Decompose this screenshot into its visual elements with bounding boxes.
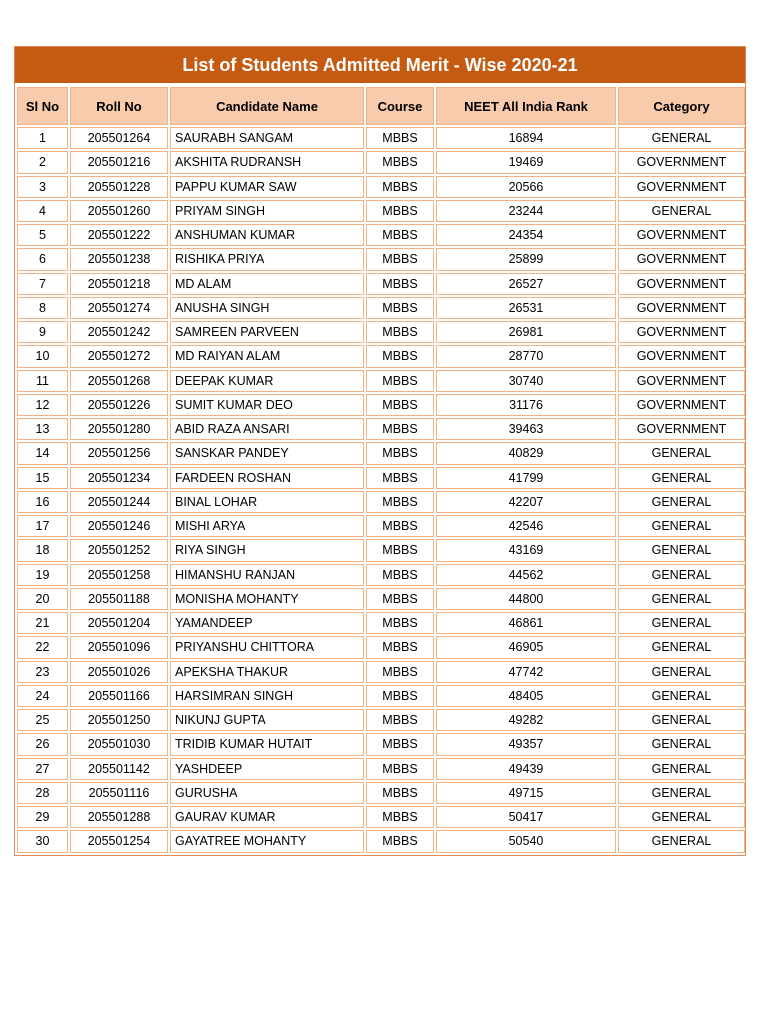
cell-neet-rank: 26531: [436, 297, 616, 319]
cell-candidate-name: RIYA SINGH: [170, 539, 364, 561]
cell-sl-no: 9: [17, 321, 68, 343]
table-row: [17, 151, 745, 173]
cell-category: GENERAL: [618, 588, 745, 610]
cell-neet-rank: 41799: [436, 467, 616, 489]
cell-category: GENERAL: [618, 733, 745, 755]
cell-neet-rank: 49357: [436, 733, 616, 755]
cell-category: GENERAL: [618, 539, 745, 561]
cell-roll-no: 205501204: [70, 612, 168, 634]
cell-candidate-name: YAMANDEEP: [170, 612, 364, 634]
cell-category: GENERAL: [618, 709, 745, 731]
cell-roll-no: 205501242: [70, 321, 168, 343]
cell-course: MBBS: [366, 394, 434, 416]
cell-roll-no: 205501254: [70, 830, 168, 852]
cell-roll-no: 205501260: [70, 200, 168, 222]
table-row: [17, 200, 745, 222]
table-row: [17, 297, 745, 319]
header-sl-no: Sl No: [17, 87, 68, 125]
cell-candidate-name: SAMREEN PARVEEN: [170, 321, 364, 343]
cell-roll-no: 205501256: [70, 442, 168, 464]
cell-roll-no: 205501116: [70, 782, 168, 804]
cell-course: MBBS: [366, 200, 434, 222]
cell-roll-no: 205501218: [70, 273, 168, 295]
cell-neet-rank: 49282: [436, 709, 616, 731]
cell-roll-no: 205501274: [70, 297, 168, 319]
cell-neet-rank: 24354: [436, 224, 616, 246]
cell-neet-rank: 40829: [436, 442, 616, 464]
cell-course: MBBS: [366, 345, 434, 367]
cell-candidate-name: ANSHUMAN KUMAR: [170, 224, 364, 246]
cell-course: MBBS: [366, 685, 434, 707]
cell-roll-no: 205501166: [70, 685, 168, 707]
table-row: [17, 394, 745, 416]
cell-sl-no: 17: [17, 515, 68, 537]
cell-candidate-name: HARSIMRAN SINGH: [170, 685, 364, 707]
cell-roll-no: 205501250: [70, 709, 168, 731]
cell-roll-no: 205501026: [70, 661, 168, 683]
cell-candidate-name: AKSHITA RUDRANSH: [170, 151, 364, 173]
cell-course: MBBS: [366, 612, 434, 634]
table-row: [17, 539, 745, 561]
table-row: [17, 830, 745, 852]
cell-neet-rank: 48405: [436, 685, 616, 707]
table-row: [17, 491, 745, 513]
cell-category: GOVERNMENT: [618, 151, 745, 173]
table-row: [17, 709, 745, 731]
cell-sl-no: 19: [17, 564, 68, 586]
cell-course: MBBS: [366, 588, 434, 610]
table-row: [17, 442, 745, 464]
table-row: [17, 758, 745, 780]
cell-roll-no: 205501252: [70, 539, 168, 561]
cell-course: MBBS: [366, 830, 434, 852]
header-category: Category: [618, 87, 745, 125]
cell-sl-no: 11: [17, 370, 68, 392]
cell-course: MBBS: [366, 467, 434, 489]
cell-course: MBBS: [366, 733, 434, 755]
cell-candidate-name: SUMIT KUMAR DEO: [170, 394, 364, 416]
cell-course: MBBS: [366, 418, 434, 440]
cell-candidate-name: TRIDIB KUMAR HUTAIT: [170, 733, 364, 755]
table-row: [17, 127, 745, 149]
cell-category: GOVERNMENT: [618, 176, 745, 198]
cell-course: MBBS: [366, 273, 434, 295]
cell-sl-no: 16: [17, 491, 68, 513]
cell-category: GENERAL: [618, 782, 745, 804]
cell-neet-rank: 25899: [436, 248, 616, 270]
table-header: [17, 87, 745, 125]
cell-neet-rank: 46905: [436, 636, 616, 658]
cell-candidate-name: MISHI ARYA: [170, 515, 364, 537]
cell-category: GENERAL: [618, 442, 745, 464]
cell-sl-no: 1: [17, 127, 68, 149]
cell-category: GOVERNMENT: [618, 345, 745, 367]
cell-neet-rank: 50540: [436, 830, 616, 852]
cell-sl-no: 13: [17, 418, 68, 440]
cell-roll-no: 205501096: [70, 636, 168, 658]
cell-course: MBBS: [366, 151, 434, 173]
cell-candidate-name: APEKSHA THAKUR: [170, 661, 364, 683]
table-row: [17, 273, 745, 295]
cell-course: MBBS: [366, 370, 434, 392]
cell-neet-rank: 26981: [436, 321, 616, 343]
cell-sl-no: 15: [17, 467, 68, 489]
cell-neet-rank: 39463: [436, 418, 616, 440]
cell-sl-no: 30: [17, 830, 68, 852]
cell-candidate-name: GURUSHA: [170, 782, 364, 804]
cell-neet-rank: 44800: [436, 588, 616, 610]
admission-list-sheet: [14, 46, 746, 856]
cell-candidate-name: ANUSHA SINGH: [170, 297, 364, 319]
cell-roll-no: 205501258: [70, 564, 168, 586]
cell-category: GOVERNMENT: [618, 224, 745, 246]
cell-candidate-name: MONISHA MOHANTY: [170, 588, 364, 610]
cell-neet-rank: 16894: [436, 127, 616, 149]
cell-sl-no: 20: [17, 588, 68, 610]
cell-roll-no: 205501264: [70, 127, 168, 149]
cell-category: GOVERNMENT: [618, 321, 745, 343]
cell-candidate-name: MD ALAM: [170, 273, 364, 295]
cell-candidate-name: RISHIKA PRIYA: [170, 248, 364, 270]
cell-category: GENERAL: [618, 515, 745, 537]
header-row: [17, 87, 745, 125]
cell-roll-no: 205501268: [70, 370, 168, 392]
cell-sl-no: 25: [17, 709, 68, 731]
cell-roll-no: 205501272: [70, 345, 168, 367]
cell-course: MBBS: [366, 442, 434, 464]
cell-sl-no: 18: [17, 539, 68, 561]
cell-sl-no: 28: [17, 782, 68, 804]
cell-candidate-name: FARDEEN ROSHAN: [170, 467, 364, 489]
cell-sl-no: 14: [17, 442, 68, 464]
cell-roll-no: 205501226: [70, 394, 168, 416]
cell-roll-no: 205501234: [70, 467, 168, 489]
cell-candidate-name: HIMANSHU RANJAN: [170, 564, 364, 586]
cell-category: GENERAL: [618, 830, 745, 852]
cell-course: MBBS: [366, 297, 434, 319]
cell-category: GENERAL: [618, 127, 745, 149]
cell-course: MBBS: [366, 758, 434, 780]
cell-category: GENERAL: [618, 685, 745, 707]
cell-course: MBBS: [366, 176, 434, 198]
cell-candidate-name: BINAL LOHAR: [170, 491, 364, 513]
cell-course: MBBS: [366, 782, 434, 804]
cell-candidate-name: PRIYANSHU CHITTORA: [170, 636, 364, 658]
cell-candidate-name: SANSKAR PANDEY: [170, 442, 364, 464]
cell-roll-no: 205501280: [70, 418, 168, 440]
cell-neet-rank: 44562: [436, 564, 616, 586]
cell-roll-no: 205501228: [70, 176, 168, 198]
cell-neet-rank: 20566: [436, 176, 616, 198]
cell-neet-rank: 31176: [436, 394, 616, 416]
table-row: [17, 418, 745, 440]
table-row: [17, 321, 745, 343]
cell-neet-rank: 47742: [436, 661, 616, 683]
table-row: [17, 806, 745, 828]
cell-course: MBBS: [366, 224, 434, 246]
cell-course: MBBS: [366, 248, 434, 270]
cell-candidate-name: PRIYAM SINGH: [170, 200, 364, 222]
cell-neet-rank: 49715: [436, 782, 616, 804]
cell-neet-rank: 46861: [436, 612, 616, 634]
cell-category: GOVERNMENT: [618, 248, 745, 270]
cell-sl-no: 2: [17, 151, 68, 173]
cell-course: MBBS: [366, 564, 434, 586]
cell-candidate-name: MD RAIYAN ALAM: [170, 345, 364, 367]
cell-neet-rank: 42207: [436, 491, 616, 513]
cell-roll-no: 205501188: [70, 588, 168, 610]
cell-category: GENERAL: [618, 806, 745, 828]
cell-category: GOVERNMENT: [618, 418, 745, 440]
cell-neet-rank: 43169: [436, 539, 616, 561]
cell-candidate-name: YASHDEEP: [170, 758, 364, 780]
cell-candidate-name: NIKUNJ GUPTA: [170, 709, 364, 731]
cell-candidate-name: GAYATREE MOHANTY: [170, 830, 364, 852]
cell-roll-no: 205501238: [70, 248, 168, 270]
table-row: [17, 515, 745, 537]
cell-category: GENERAL: [618, 467, 745, 489]
cell-neet-rank: 49439: [436, 758, 616, 780]
table-row: [17, 248, 745, 270]
cell-course: MBBS: [366, 636, 434, 658]
cell-sl-no: 3: [17, 176, 68, 198]
cell-roll-no: 205501288: [70, 806, 168, 828]
table-row: [17, 733, 745, 755]
cell-sl-no: 29: [17, 806, 68, 828]
cell-category: GENERAL: [618, 612, 745, 634]
cell-category: GOVERNMENT: [618, 297, 745, 319]
cell-neet-rank: 30740: [436, 370, 616, 392]
page-title: List of Students Admitted Merit - Wise 2020-21: [15, 47, 745, 85]
header-roll-no: Roll No: [70, 87, 168, 125]
header-candidate-name: Candidate Name: [170, 87, 364, 125]
cell-sl-no: 8: [17, 297, 68, 319]
cell-sl-no: 21: [17, 612, 68, 634]
cell-course: MBBS: [366, 661, 434, 683]
cell-course: MBBS: [366, 321, 434, 343]
cell-candidate-name: SAURABH SANGAM: [170, 127, 364, 149]
cell-category: GENERAL: [618, 636, 745, 658]
table-row: [17, 345, 745, 367]
table-body: [17, 127, 745, 853]
cell-category: GOVERNMENT: [618, 370, 745, 392]
cell-roll-no: 205501030: [70, 733, 168, 755]
cell-roll-no: 205501246: [70, 515, 168, 537]
cell-neet-rank: 28770: [436, 345, 616, 367]
table-row: [17, 636, 745, 658]
cell-sl-no: 26: [17, 733, 68, 755]
cell-category: GOVERNMENT: [618, 273, 745, 295]
cell-candidate-name: ABID RAZA ANSARI: [170, 418, 364, 440]
cell-category: GENERAL: [618, 661, 745, 683]
cell-category: GOVERNMENT: [618, 394, 745, 416]
cell-sl-no: 27: [17, 758, 68, 780]
cell-candidate-name: GAURAV KUMAR: [170, 806, 364, 828]
header-course: Course: [366, 87, 434, 125]
cell-candidate-name: PAPPU KUMAR SAW: [170, 176, 364, 198]
cell-neet-rank: 42546: [436, 515, 616, 537]
cell-category: GENERAL: [618, 200, 745, 222]
cell-sl-no: 10: [17, 345, 68, 367]
table-row: [17, 224, 745, 246]
cell-course: MBBS: [366, 127, 434, 149]
table-row: [17, 685, 745, 707]
table-row: [17, 370, 745, 392]
cell-roll-no: 205501142: [70, 758, 168, 780]
cell-category: GENERAL: [618, 758, 745, 780]
cell-neet-rank: 23244: [436, 200, 616, 222]
cell-neet-rank: 50417: [436, 806, 616, 828]
cell-sl-no: 6: [17, 248, 68, 270]
table-row: [17, 612, 745, 634]
cell-course: MBBS: [366, 491, 434, 513]
cell-neet-rank: 19469: [436, 151, 616, 173]
cell-candidate-name: DEEPAK KUMAR: [170, 370, 364, 392]
table-row: [17, 588, 745, 610]
table-row: [17, 176, 745, 198]
cell-neet-rank: 26527: [436, 273, 616, 295]
cell-sl-no: 23: [17, 661, 68, 683]
table-row: [17, 564, 745, 586]
cell-course: MBBS: [366, 806, 434, 828]
cell-sl-no: 5: [17, 224, 68, 246]
cell-course: MBBS: [366, 515, 434, 537]
table-row: [17, 661, 745, 683]
cell-sl-no: 4: [17, 200, 68, 222]
cell-sl-no: 24: [17, 685, 68, 707]
cell-category: GENERAL: [618, 564, 745, 586]
cell-course: MBBS: [366, 709, 434, 731]
cell-sl-no: 7: [17, 273, 68, 295]
cell-category: GENERAL: [618, 491, 745, 513]
cell-roll-no: 205501222: [70, 224, 168, 246]
cell-course: MBBS: [366, 539, 434, 561]
table-row: [17, 782, 745, 804]
cell-sl-no: 12: [17, 394, 68, 416]
table-row: [17, 467, 745, 489]
cell-sl-no: 22: [17, 636, 68, 658]
cell-roll-no: 205501244: [70, 491, 168, 513]
header-neet-rank: NEET All India Rank: [436, 87, 616, 125]
cell-roll-no: 205501216: [70, 151, 168, 173]
students-table: [15, 85, 747, 855]
